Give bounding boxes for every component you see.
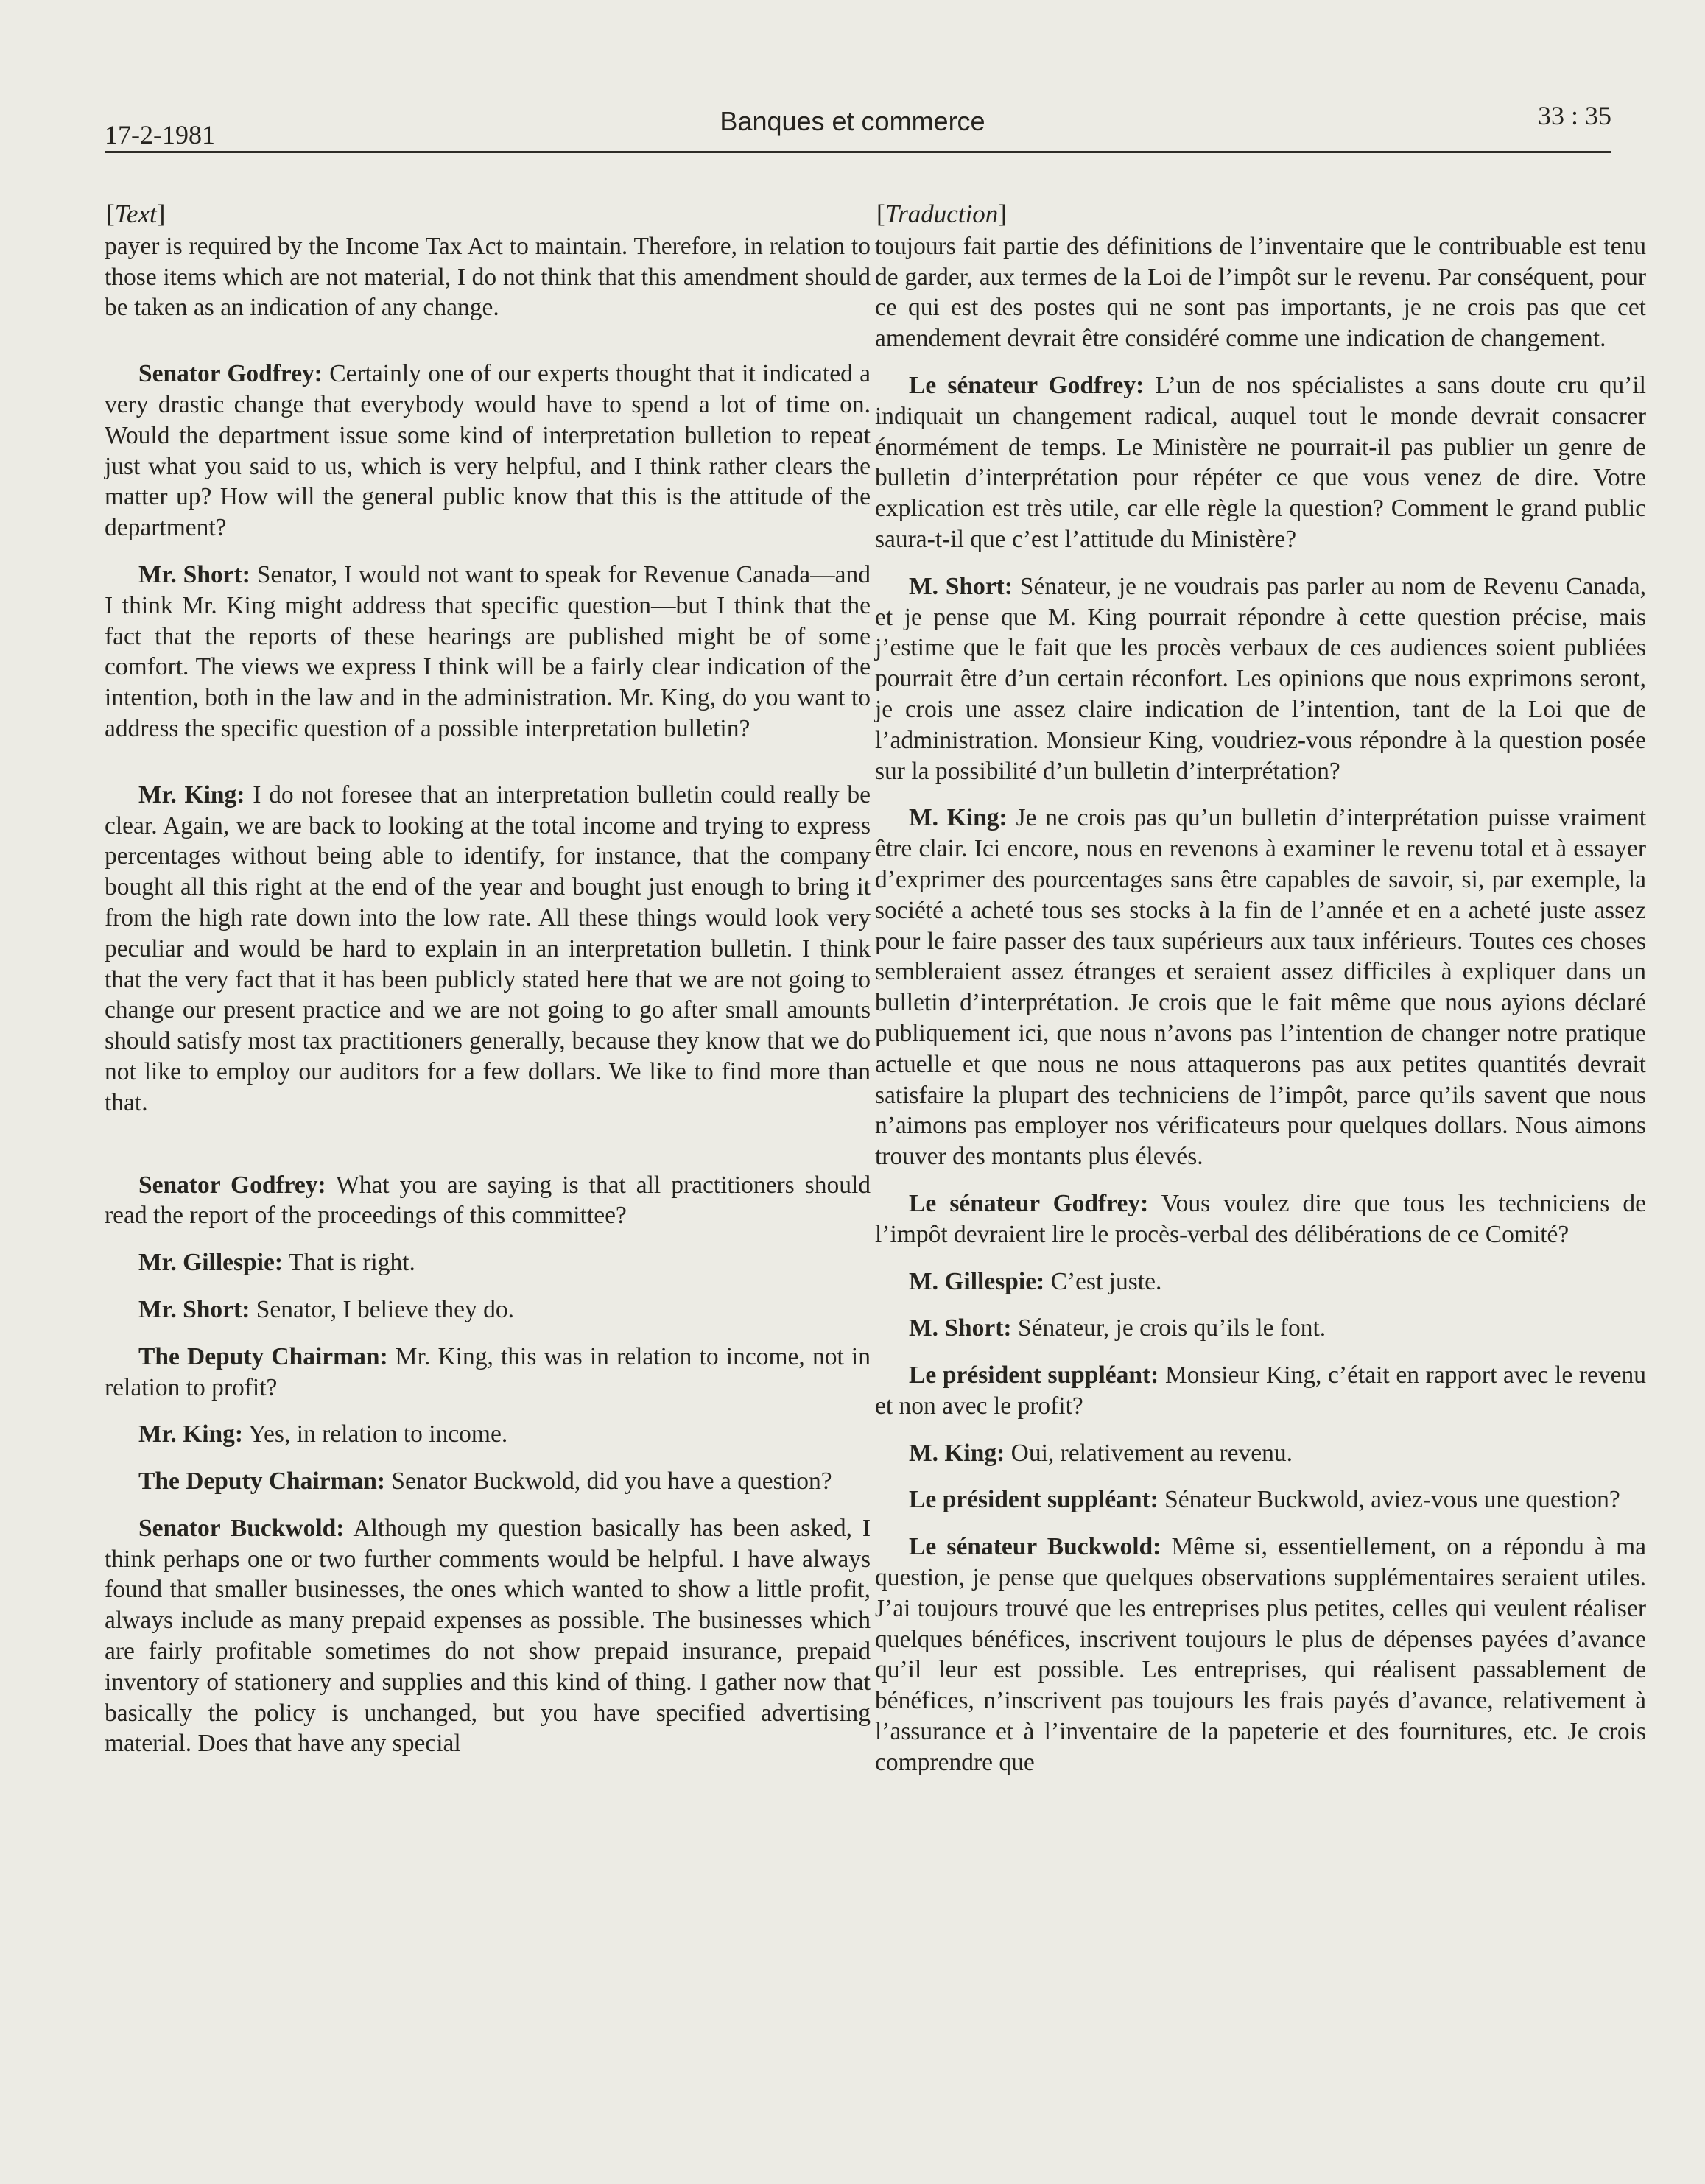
speech-senator-godfrey: Senator Godfrey: Certainly one of our experts thought that it indicated a very drastic change that everybody would have to spend a lot of time on. Would the department issue some kind of interpretation bulletion to repeat just what you said to us, which is very helpful, and I think rather clears the matter up? How will the general public know that this is the attitude of the department? [105, 360, 871, 542]
speech-senateur-godfrey: Le sénateur Godfrey: L’un de nos spécialistes a sans doute cru qu’il indiquait un changement radical, auquel tout le monde devrait consacrer énormément de temps. Le Ministère ne pourrait-il pas publier un genre de bulletin d’interprétation pour répéter ce que vous venez de dire. Votre explication est très utile, car elle règle la question? Comment le grand public saura-t-il que c’est l’attitude du Ministère? [875, 371, 1646, 553]
paragraph: payer is required by the Income Tax Act to maintain. Therefore, in relation to those items which are not material, I do not think that this amendment should be taken as an indication of any change. [105, 232, 871, 322]
speaker-name: Le sénateur Godfrey: [909, 1189, 1149, 1217]
speaker-name: Le sénateur Godfrey: [909, 371, 1145, 399]
speech-mr-short: Mr. Short: Senator, I would not want to speak for Revenue Canada—and I think Mr. King might address that specific question—but I think that the fact that the reports of these hearings are published might be of some comfort. The views we express I think will be a fairly clear indication of the intention, both in the law and in the administration. Mr. King, do you want to address the specific question of a possible interpretation bulletin? [105, 560, 871, 742]
speaker-name: Senator Godfrey: [138, 1171, 326, 1199]
english-column [105, 199, 871, 1775]
speech-deputy-chairman: The Deputy Chairman: Mr. King, this was in relation to income, not in relation to profit? [105, 1342, 871, 1401]
speaker-name: Mr. Short: [138, 1295, 250, 1323]
speaker-name: Mr. Gillespie: [138, 1249, 284, 1277]
speech-mr-gillespie: Mr. Gillespie: That is right. [138, 1249, 415, 1277]
speech-deputy-chairman: The Deputy Chairman: Senator Buckwold, did you have a question? [138, 1468, 832, 1496]
speaker-name: Senator Godfrey: [138, 360, 323, 388]
speech-m-short: M. Short: Sénateur, je ne voudrais pas parler au nom de Revenu Canada, et je pense que M. King pourrait répondre à cette question précise, mais j’estime que le fait que les procès verbaux de ces audiences soient publiées pourrait être d’un certain réconfort. Les opinions que nous exprimons seront, je crois une assez claire indication de l’intention, tant de la Loi que de l’administration. Monsieur King, voudriez-vous répondre à la question posée sur la possibilité d’un bulletin d’interprétation? [875, 572, 1646, 785]
french-column [875, 199, 1646, 1794]
traduction-label: [Traduction] [876, 200, 1007, 228]
header-date: 17-2-1981 [105, 120, 215, 149]
header-title: Banques et commerce [720, 106, 985, 136]
speech-mr-king: Mr. King: Yes, in relation to income. [138, 1420, 508, 1448]
speaker-name: Le président suppléant: [909, 1362, 1159, 1389]
paragraph: toujours fait partie des définitions de l’inventaire que le contribuable est tenu de garder, aux termes de la Loi de l’impôt sur le revenu. Par conséquent, pour ce qui est des postes qui ne sont pas importants, je ne crois pas que cet amendement devrait être considéré comme une indication de changement. [875, 232, 1646, 353]
header-page-number: 33 : 35 [1537, 101, 1611, 130]
speech-senateur-godfrey: Le sénateur Godfrey: Vous voulez dire que tous les techniciens de l’impôt devraient lire le procès-verbal des délibérations de ce Comité? [875, 1189, 1646, 1248]
speaker-name: The Deputy Chairman: [138, 1342, 388, 1370]
speech-m-gillespie: M. Gillespie: C’est juste. [909, 1267, 1162, 1295]
speaker-name: M. King: [909, 804, 1008, 832]
speech-president-suppleant: Le président suppléant: Monsieur King, c’était en rapport avec le revenu et non avec le profit? [875, 1362, 1646, 1420]
speaker-name: Mr. King: [138, 781, 245, 809]
speech-m-king: M. King: Je ne crois pas qu’un bulletin d’interprétation puisse vraiment être clair. Ici encore, nous en revenons à examiner le revenu total et à essayer d’exprimer des pourcentages sans être capables de savoir, si, par exemple, la société a acheté tous ses stocks à la fin de l’année et en a acheté juste assez pour le faire passer des taux supérieurs aux taux inférieurs. Toutes ces choses sembleraient assez étranges et seraient assez difficiles à expliquer dans un bulletin d’interprétation. Je crois que le fait même que nous ayions déclaré publiquement ici, que nous n’avons pas l’intention de changer notre pratique actuelle et que nous ne nous attaquerons pas aux petites quantités devrait satisfaire la plupart des techniciens de l’impôt, parce qu’ils savent que nous n’aimons pas employer nos vérificateurs pour quelques dollars. Nous aimons trouver des montants plus élevés. [875, 804, 1646, 1171]
header-rule [105, 151, 1611, 153]
speech-senator-buckwold: Senator Buckwold: Although my question basically has been asked, I think perhaps one or two further comments would be helpful. I have always found that smaller businesses, the ones which wanted to show a little profit, always include as many prepaid expenses as possible. The businesses which are fairly profitable sometimes do not show prepaid insurance, prepaid inventory of stationery and supplies and this kind of thing. I gather now that basically the policy is unchanged, but you have specified advertising material. Does that have any special [105, 1514, 871, 1758]
speaker-name: M. Short: [909, 1314, 1012, 1342]
speaker-name: The Deputy Chairman: [138, 1468, 386, 1496]
speaker-name: M. Short: [909, 572, 1013, 600]
speech-mr-king: Mr. King: I do not foresee that an interpretation bulletin could really be clear. Again, we are back to looking at the total income and trying to express percentages without being able to identify, for instance, that the company bought all this right at the end of the year and bought just enough to bring it from the high rate down into the low rate. All these things would look very peculiar and would be hard to explain in an interpretation bulletin. I think that the very fact that it has been publicly stated here that we are not going to change our present practice and we are not going to go after small amounts should satisfy most tax practitioners generally, because they know that we do not like to employ our auditors for a few dollars. We like to find more than that. [105, 781, 871, 1116]
text-label: [Text] [106, 200, 166, 228]
speech-m-short: M. Short: Sénateur, je crois qu’ils le font. [909, 1314, 1326, 1342]
speaker-name: M. Gillespie: [909, 1267, 1045, 1295]
speech-m-king: M. King: Oui, relativement au revenu. [909, 1439, 1293, 1467]
speech-senateur-buckwold: Le sénateur Buckwold: Même si, essentiellement, on a répondu à ma question, je pense que quelques observations supplémentaires seraient utiles. J’ai toujours trouvé que les entreprises plus petites, celles qui veulent réaliser quelques bénéfices, inscrivent toujours le plus de dépenses payées d’avance qu’il leur est possible. Les entreprises, qui réalisent passablement de bénéfices, n’inscrivent pas toujours les frais payés d’avance, relativement à l’assurance et à l’inventaire de la papeterie et des fournitures, etc. Je crois comprendre que [875, 1533, 1646, 1776]
speaker-name: Mr. King: [138, 1420, 244, 1448]
speech-senator-godfrey: Senator Godfrey: What you are saying is that all practitioners should read the report of the proceedings of this committee? [105, 1171, 871, 1230]
page-header [0, 0, 1705, 155]
speech-mr-short: Mr. Short: Senator, I believe they do. [138, 1295, 515, 1323]
speaker-name: Senator Buckwold: [138, 1514, 345, 1542]
speaker-name: Mr. Short: [138, 560, 250, 588]
speaker-name: Le sénateur Buckwold: [909, 1533, 1161, 1561]
speech-president-suppleant: Le président suppléant: Sénateur Buckwold, aviez-vous une question? [909, 1486, 1620, 1514]
speaker-name: M. King: [909, 1439, 1005, 1467]
speaker-name: Le président suppléant: [909, 1486, 1159, 1514]
